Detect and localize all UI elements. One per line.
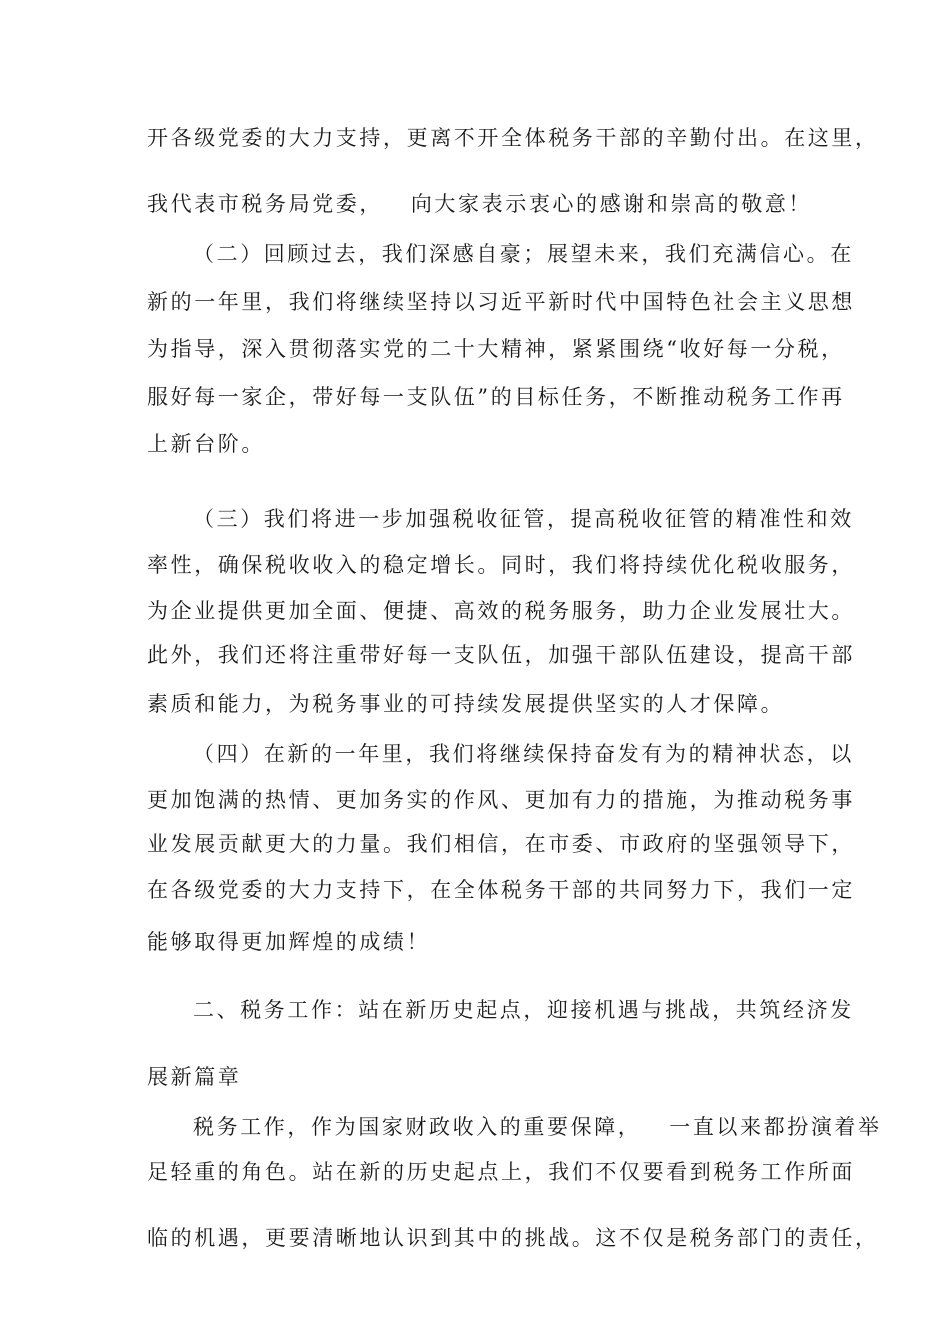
text-line: 率性，确保税收收入的稳定增长。同时，我们将持续优化税收服务， xyxy=(147,553,855,577)
text-line: 临的机遇，更要清晰地认识到其中的挑战。这不仅是税务部门的责任， xyxy=(147,1226,879,1250)
section-heading: 二、税务工作：站在新历史起点，迎接机遇与挑战，共筑经济发 xyxy=(193,998,854,1022)
section-paragraph-start: 税务工作，作为国家财政收入的重要保障， 一直以来都扮演着举 xyxy=(193,1115,882,1139)
text-line: 业发展贡献更大的力量。我们相信，在市委、市政府的坚强领导下， xyxy=(147,832,855,856)
text-line: 能够取得更加辉煌的成绩！ xyxy=(147,930,431,954)
text-line: 开各级党委的大力支持，更离不开全体税务干部的辛勤付出。在这里， xyxy=(147,126,879,150)
text-line: 此外，我们还将注重带好每一支队伍，加强干部队伍建设，提高干部 xyxy=(147,643,855,667)
paragraph-four-start: （四）在新的一年里，我们将继续保持奋发有为的精神状态，以 xyxy=(193,742,854,766)
paragraph-three-start: （三）我们将进一步加强税收征管，提高税收征管的精准性和效 xyxy=(193,507,854,531)
paragraph-two-start: （二）回顾过去，我们深感自豪；展望未来，我们充满信心。在 xyxy=(193,242,854,266)
text-line: 更加饱满的热情、更加务实的作风、更加有力的措施，为推动税务事 xyxy=(147,788,855,812)
section-heading-continued: 展新篇章 xyxy=(147,1065,242,1089)
text-line: 新的一年里，我们将继续坚持以习近平新时代中国特色社会主义思想 xyxy=(147,290,855,314)
text-line: 为指导，深入贯彻落实党的二十大精神，紧紧围绕“收好每一分税， xyxy=(147,337,845,361)
text-line: 服好每一家企，带好每一支队伍”的目标任务，不断推动税务工作再 xyxy=(147,385,845,409)
text-line: 在各级党委的大力支持下，在全体税务干部的共同努力下，我们一定 xyxy=(147,878,855,902)
text-line: 上新台阶。 xyxy=(147,432,265,456)
text-line: 我代表市税务局党委， 向大家表示衷心的感谢和崇高的敬意！ xyxy=(147,192,813,216)
text-line: 为企业提供更加全面、便捷、高效的税务服务，助力企业发展壮大。 xyxy=(147,599,855,623)
text-line: 素质和能力，为税务事业的可持续发展提供坚实的人才保障。 xyxy=(147,692,785,716)
text-line: 足轻重的角色。站在新的历史起点上，我们不仅要看到税务工作所面 xyxy=(147,1160,855,1184)
